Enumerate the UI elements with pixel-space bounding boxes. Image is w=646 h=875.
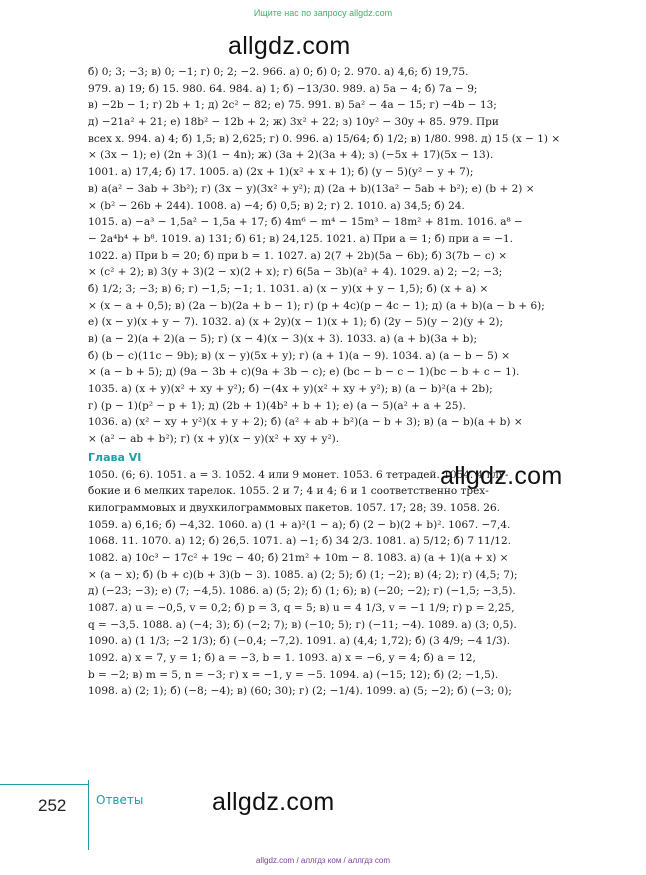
answer-line: − 2a⁴b⁴ + b⁸. 1019. а) 131; б) 61; в) 24,125. 1021. а) При a = 1; б) при a = −1.	[88, 232, 514, 245]
answer-line: 1090. а) (1 1/3; −2 1/3); б) (−0,4; −7,2). 1091. а) (4,4; 1,72); б) (3 4/9; −4 1/3).	[88, 635, 511, 648]
answer-line: × (a − x); б) (b + c)(b + 3)(b − 3). 1085. а) (2; 5); б) (1; −2); в) (4; 2); г) (4,5; 7);	[88, 568, 518, 581]
answer-line: × (b² − 26b + 244). 1008. а) −4; б) 0,5; в) 2; г) 2. 1010. а) 34,5; б) 24.	[88, 199, 465, 212]
answer-line: 1092. а) x = 7, y = 1; б) a = −3, b = 1. 1093. а) x = −6, y = 4; б) a = 12,	[88, 652, 476, 665]
answer-line: × (a − b + 5); д) (9a − 3b + c)(9a + 3b − c); е) (bc − b − c − 1)(bc − b + c − 1).	[88, 366, 520, 379]
watermark-bottom: allgdz.com	[212, 788, 335, 816]
answer-line: 1001. а) 17,4; б) 17. 1005. а) (2x + 1)(x² + x + 1); б) (y − 5)(y² − y + 7);	[88, 166, 474, 179]
answer-line: в) (a − 2)(a + 2)(a − 5); г) (x − 4)(x − 3)(x + 3). 1033. а) (a + b)(3a + b);	[88, 333, 478, 345]
answer-line: б) (b − c)(11c − 9b); в) (x − y)(5x + y); г) (a + 1)(a − 9). 1034. а) (a − b − 5) ×	[88, 349, 510, 362]
footer-divider-horizontal	[0, 784, 88, 785]
answer-line: × (x − a + 0,5); в) (2a − b)(2a + b − 1); г) (p + 4c)(p − 4c − 1); д) (a + b)(a − b + 6);	[88, 299, 545, 312]
answer-line: 1050. (6; 6). 1051. a = 3. 1052. 4 или 9 монет. 1053. 6 тетрадей. 1054. 4 глу-	[88, 468, 509, 481]
answer-line: 1082. а) 10c³ − 17c² + 19c − 40; б) 21m² + 10m − 8. 1083. а) (a + 1)(a + x) ×	[88, 551, 509, 564]
page-number: 252	[38, 796, 67, 815]
answer-line: 1015. а) −a³ − 1,5a² − 1,5a + 17; б) 4m⁶ − m⁴ − 15m³ − 18m² + 81m. 1016. a⁸ −	[88, 216, 523, 229]
answer-line: q = −3,5. 1088. а) (−4; 3); б) (−2; 7); в) (−10; 5); г) (−11; −4). 1089. а) (3; 0,5).	[88, 618, 517, 631]
answer-line: b = −2; в) m = 5, n = −3; г) x = −1, y = −5. 1094. а) (−15; 12); б) (2; −1,5).	[88, 668, 499, 681]
answer-line: д) −21a² + 21; е) 18b² − 12b + 2; ж) 3x² + 22; з) 10y² − 30y + 85. 979. При	[88, 116, 499, 129]
answers-block-bottom	[88, 467, 608, 701]
answer-line: × (a² − ab + b²); г) (x + y)(x − y)(x² + xy + y²).	[88, 433, 340, 446]
answer-line: 1036. а) (x² − xy + y²)(x + y + 2); б) (a² + ab + b²)(a − b + 3); в) (a − b)(a + b) ×	[88, 416, 523, 429]
answer-line: б) 1/2; 3; −3; в) 6; г) −1,5; −1; 1. 1031. а) (x − y)(x + y − 1,5); б) (x + a) ×	[88, 282, 489, 295]
answer-line: × (3x − 1); е) (2n + 3)(1 − 4n); ж) (3a + 2)(3a + 4); з) (−5x + 17)(5x − 13).	[88, 149, 494, 162]
answer-line: 1068. 11. 1070. а) 12; б) 26,5. 1071. а) −1; б) 34 2/3. 1081. а) 5/12; б) 7 11/12.	[88, 535, 511, 548]
section-label: Ответы	[96, 793, 144, 807]
answer-line: б) 0; 3; −3; в) 0; −1; г) 0; 2; −2. 966. а) 0; б) 0; 2. 970. а) 4,6; б) 19,75.	[88, 66, 469, 78]
answer-line: всех x. 994. а) 4; б) 1,5; в) 2,625; г) 0. 996. а) 15/64; б) 1/2; в) 1/80. 998. д) 15 (x − 1) ×	[88, 132, 561, 145]
bottom-links[interactable]: allgdz.com / аллгдз ком / аллгдз com	[255, 856, 391, 865]
answer-line: 1059. а) 6,16; б) −4,32. 1060. а) (1 + a)²(1 − a); б) (2 − b)(2 + b)². 1067. −7,4.	[88, 518, 511, 531]
answer-line: × (c² + 2); в) 3(y + 3)(2 − x)(2 + x); г) 6(5a − 3b)(a² + 4). 1029. а) 2; −2; −3;	[88, 266, 503, 279]
answer-line: д) (−23; −3); е) (7; −4,5). 1086. а) (5; 2); б) (1; 6); в) (−20; −2); г) (−1,5; −3,5).	[88, 585, 516, 598]
answer-line: в) a(a² − 3ab + 3b²); г) (3x − y)(3x² + y²); д) (2a + b)(13a² − 5ab + b²); е) (b + 2) ×	[88, 182, 535, 195]
answer-line: 1022. а) При b = 20; б) при b = 1. 1027. а) 2(7 + 2b)(5a − 6b); б) 3(7b − c) ×	[88, 249, 508, 262]
answer-line: е) (x − y)(x + y − 7). 1032. а) (x + 2y)(x − 1)(x + 1); б) (2y − 5)(y − 2)(y + 2);	[88, 316, 504, 329]
answers-content	[88, 64, 608, 700]
footer-divider-vertical	[88, 780, 89, 850]
chapter-title: Глава VI	[88, 450, 142, 464]
answer-line: 1098. а) (2; 1); б) (−8; −4); в) (60; 30); г) (2; −1/4). 1099. а) (5; −2); б) (−3; 0);	[88, 685, 512, 698]
answer-line: г) (p − 1)(p² − p + 1); д) (2b + 1)(4b² + b + 1); е) (a − 5)(a² + a + 25).	[88, 399, 466, 412]
watermark-top: allgdz.com	[228, 32, 351, 60]
answer-line: 1035. а) (x + y)(x² + xy + y²); б) −(4x + y)(x² + xy + y²); в) (a − b)²(a + 2b);	[88, 383, 493, 396]
answer-line: 979. а) 19; б) 15. 980. 64. 984. а) 1; б) −13/30. 989. а) 5a − 4; б) 7a − 9;	[88, 82, 478, 95]
watermark-middle: allgdz.com	[440, 462, 563, 490]
answer-line: бокие и 6 мелких тарелок. 1055. 2 и 7; 4 и 4; 6 и 1 соответственно трёх-	[88, 485, 489, 498]
answer-line: 1087. а) u = −0,5, v = 0,2; б) p = 3, q = 5; в) u = 4 1/3, v = −1 1/9; г) p = 2,25,	[88, 602, 515, 614]
answers-block-top	[88, 64, 608, 448]
answer-line: килограммовых и двухкилограммовых пакетов. 1057. 17; 28; 39. 1058. 26.	[88, 501, 501, 514]
answer-line: в) −2b − 1; г) 2b + 1; д) 2c² − 82; е) 75. 991. в) 5a² − 4a − 15; г) −4b − 13;	[88, 99, 497, 112]
top-promo-text[interactable]: Ищите нас по запросу allgdz.com	[253, 8, 393, 18]
